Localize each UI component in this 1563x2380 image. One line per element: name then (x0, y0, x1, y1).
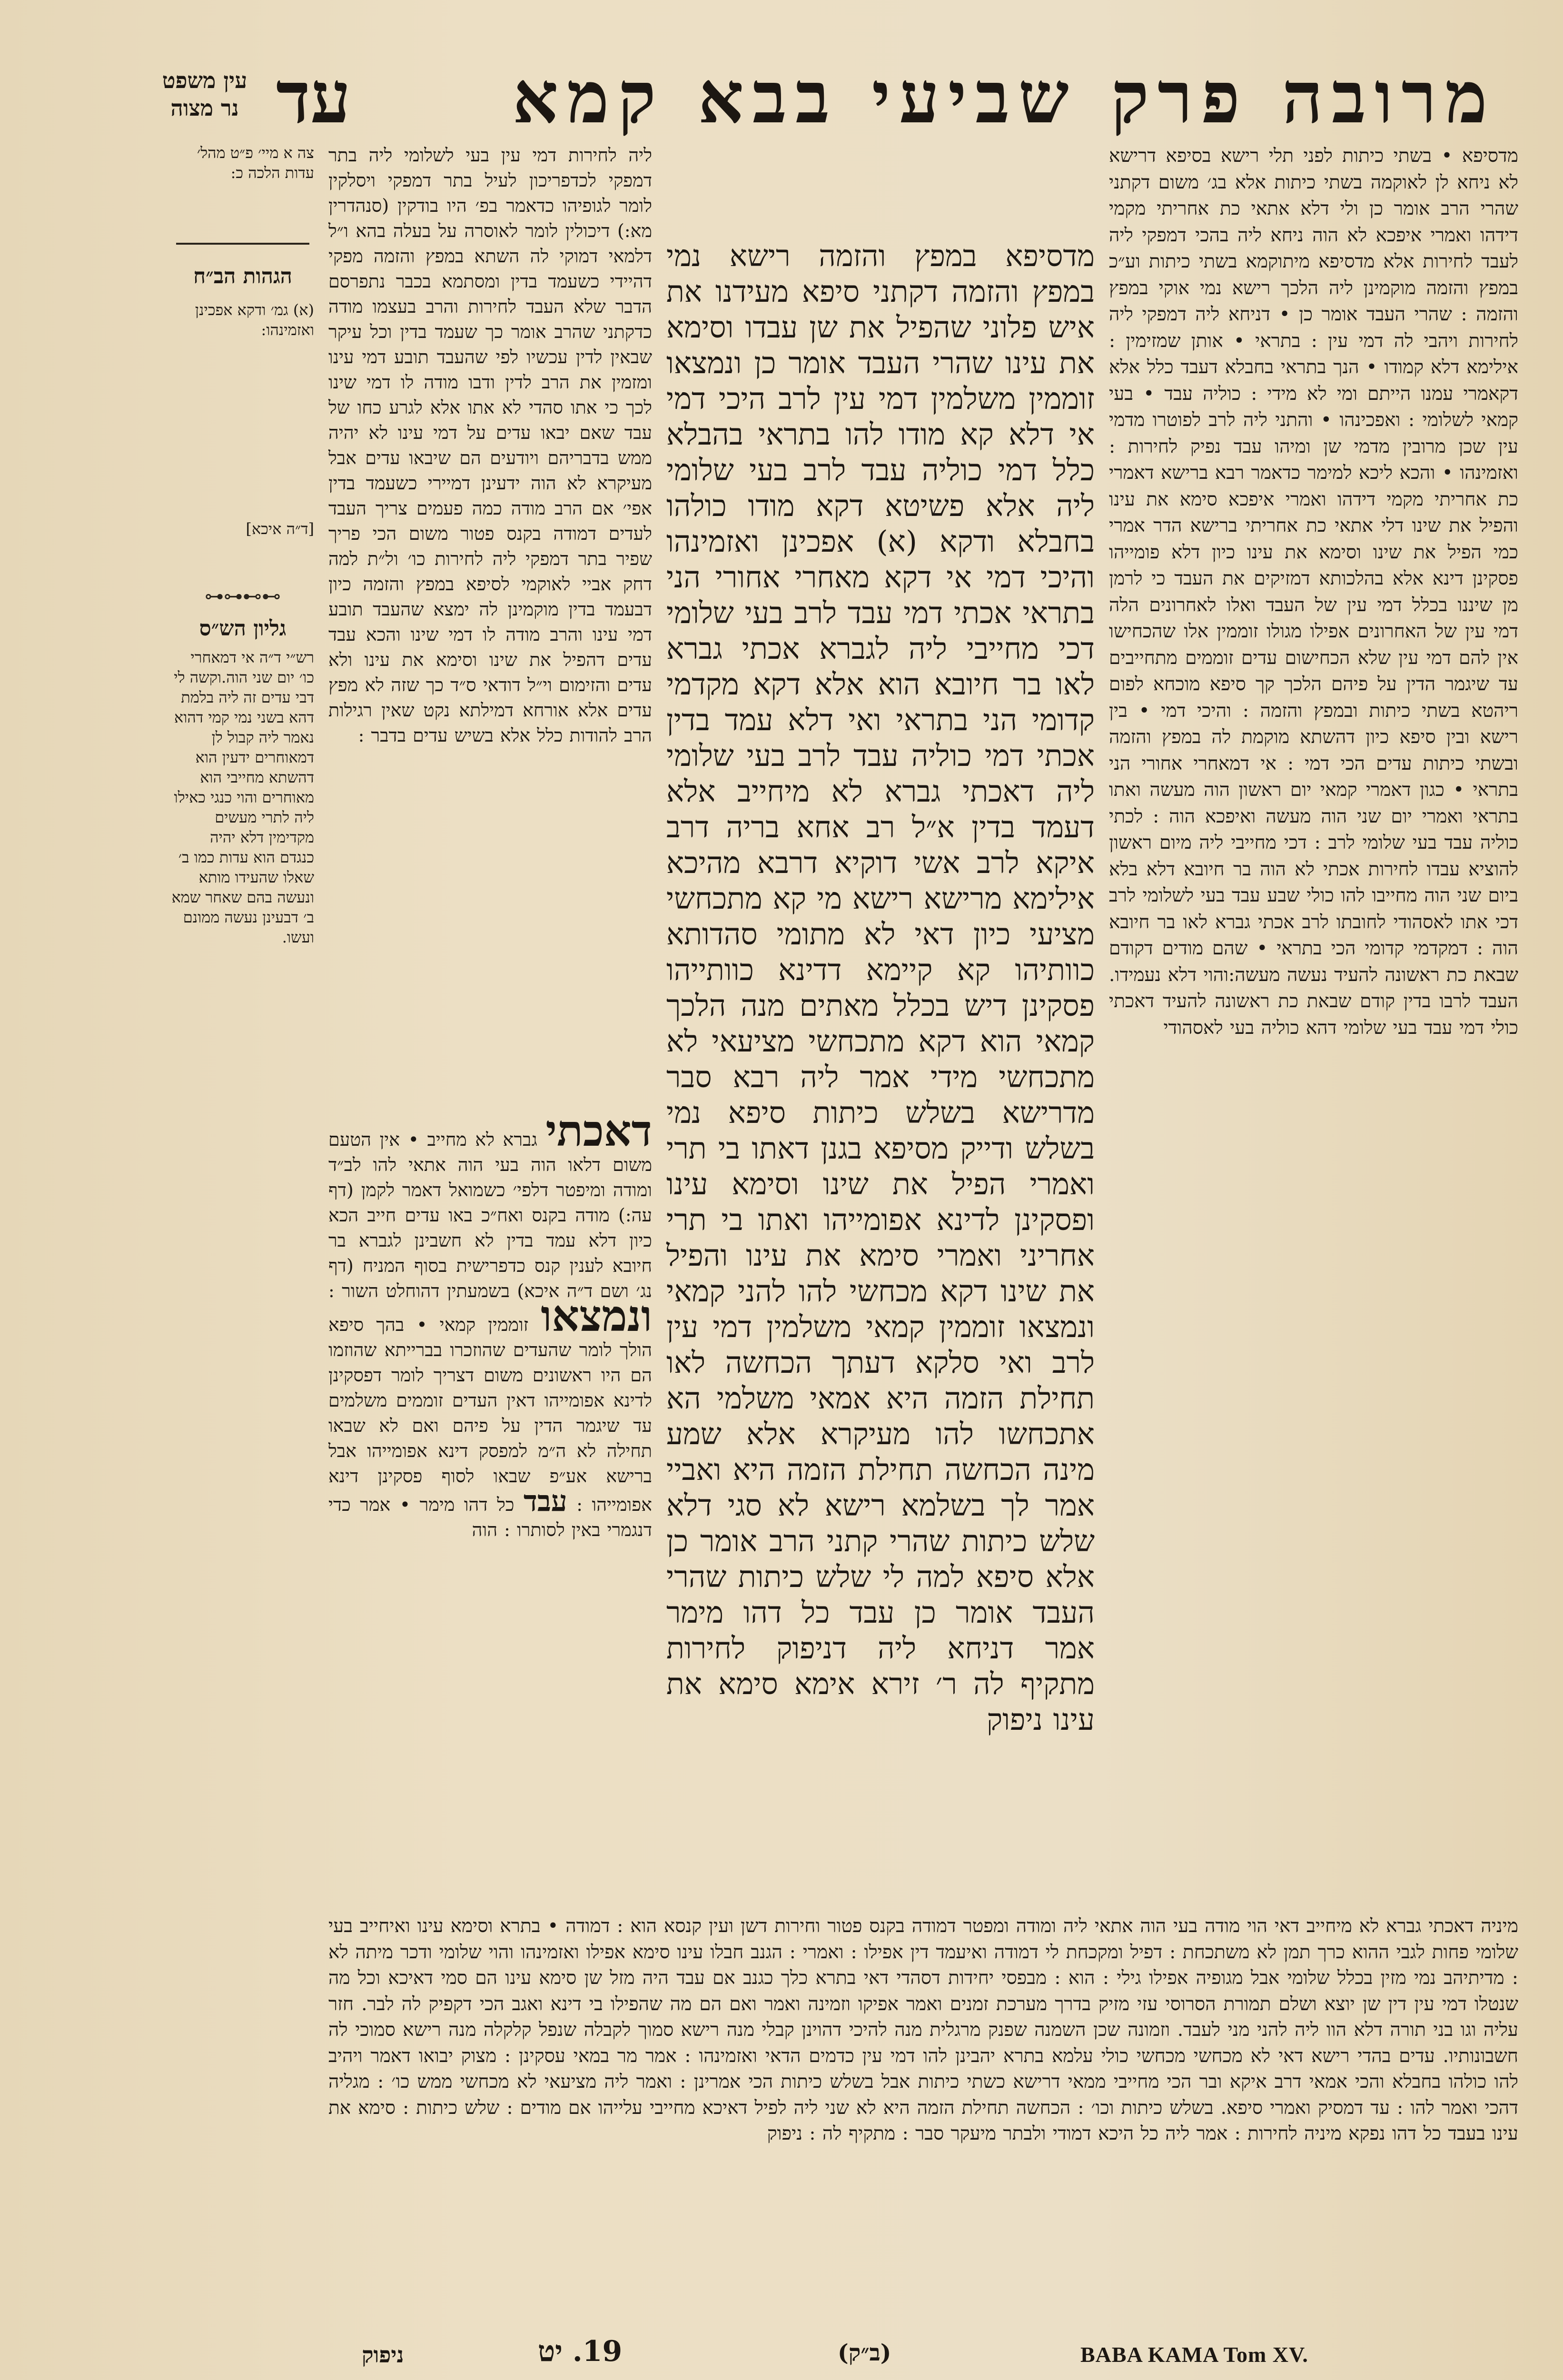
footer-folio: 19. יט (538, 2335, 623, 2368)
tosafot-text-2: גברא לא מחייב • אין הטעם משום דלאו הוה בעי הוה אתאי להו לב״ד ומודה ומיפטר דלפי׳ כשמואל דאמר לקמן (דף עה:) מודה בקנס ואח״כ באו עדים חייב הכא כיון דלא עמד בדין לא חשבינן לגברא בר חיובא לענין קנס כדפרישית בסוף המניח (דף נג׳ ושם ד״ה איכא) בשמעתין דהוחלט השור : (328, 1129, 652, 1301)
gemara-text: מדסיפא במפץ והזמה רישא נמי במפץ והזמה דקתני סיפא מעידנו את איש פלוני שהפיל את שן עבדו וסימא את עינו שהרי העבד אומר כן ונמצאו זוממין משלמין דמי עין לרב היכי דמי אי דלא קא מודו להו בתראי בהבלא כלל דמי כוליה עבד לרב בעי שלומי ליה אלא פשיטא דקא מודו כולהו בחבלא ודקא (א) אפכינן ואזמינהו והיכי דמי אי דקא מאחרי אחורי הני בתראי אכתי דמי עבד לרב בעי שלומי דכי מחייבי ליה לגברא אכתי גברא לאו בר חיובא הוא אלא דקא מקדמי קדומי הני בתראי ואי דלא עמד בדין אכתי דמי כוליה עבד לרב בעי שלומי ליה דאכתי גברא לא מיחייב אלא דעמד בדין א״ל רב אחא בריה דרב איקא לרב אשי דוקיא דרבא מהיכא אילימא מרישא רישא מי קא מתכחשי מציעי כיון דאי לא מתומי סהדותא כוותיהו קא קיימא דדינא כוותייהו פסקינן דיש בכלל מאתים מנה הלכך קמאי הוא דקא מתכחשי מציעאי לא מתכחשי מידי אמר ליה רבא סבר מדרישא בשלש כיתות סיפא נמי בשלש ודייק מסיפא בגנן דאתו בי תרי ואמרי הפיל את שינו וסימא עינו ופסקינן לדינא אפומייהו ואתו בי תרי אחריני ואמרי סימא את עינו והפיל את שינו דקא מכחשי להו להני קמאי ונמצאו זוממין קמאי משלמין דמי עין לרב ואי סלקא דעתך הכחשה לאו תחילת הזמה היא אמאי משלמי הא אתכחשו להו מעיקרא אלא שמע מינה הכחשה תחילת הזמה היא ואביי אמר לך בשלמא רישא לא סגי דלא שלש כיתות שהרי קתני הרב אומר כן אלא סיפא למה לי שלש כיתות שהרי העבד אומר כן עבד כל דהו מימר אמר דניחא ליה דניפוק לחירות מתקיף לה ר׳ זירא אימא סימא את עינו ניפוק (666, 238, 1095, 1737)
footer-tractate-name: BABA KAMA Tom XV. (1080, 2342, 1308, 2367)
tosafot-dibbur-hamatchil-2: ונמצאו (541, 1291, 652, 1341)
tosafot-text-4: כל דהו מימר • אמר כדי דנגמרי באין לסותרו : הוה (328, 1494, 652, 1540)
running-header-title: מרובה פרק שביעי בבא קמא (512, 56, 1496, 139)
tosafot-text: ליה לחירות דמי עין בעי לשלומי ליה בתר דמפקי לכדפריכון לעיל בתר דמפקי ויסלקין לומר לגופיהו כדאמר בפ׳ היו בודקין (סנהדרין מא:) דיכולין לומר לאוסרה על בעלה בהא ו״ל דלמאי דמוקי לה השתא במפץ והזמה מפקי דהיידי כשעמד בדין ומסתמא בכבר נתפרסם הדבר שלא העבד לחירות והרב בעצמו מודה כדקתני שהרב אומר כך שעמד בדין וכל עיקר שבאין לדין עכשיו לפי שהעבד תובע דמי עינו ומזמין את הרב לדין ודבו מודה לו דמי שינו לכך כי אתו סהדי לא אתו אלא לגרע כחו של עבד שאם יבאו עדים על דמי עינו לא יהיה ממש בדבריהם ויודעים הם שיבאו עדים אבל מעיקרא לא הוה ידעינן דמיירי כשעמד בדין אפי׳ אם הרב מודה כמה פעמים צריך העבד לעדים דמודה בקנס פטור משום הכי פריך שפיר בתר דמפקי ליה לחירות כו׳ ול״ת למה דחק אביי לאוקמי לסיפא במפץ והזמה כיון דבעמד בדין מוקמינן לה ימצא שהעבד תובע דמי עינו והרב מודה לו דמי שינו והכא עבד עדים דהפיל את שינו וסימא את עינו ולא עדים והזימום וי״ל דודאי ס״ד כך שזה לא מפץ עדים אלא אורחא דמילתא נקט שאין רגילות הרב להודות כלל אלא בשיש עדים בדבר : (328, 145, 652, 746)
gilyon-title: גליון הש״ס (199, 616, 287, 641)
footer-catchword: ניפוק (362, 2342, 404, 2368)
rashi-column: מדסיפא • בשתי כיתות לפני תלי רישא בסיפא דרישא לא ניחא לן לאוקמה בשתי כיתות אלא בג׳ משום דקתני שהרי הרב אומר כן ולי דלא אתאי כת אחריתי מקמי דידהו ואמרי איפכא לא הוה ניחא ליה בהכי דמפקי ליה לעבד לחירות אלא מדסיפא מיתוקמא בשתי כיתות וע״כ במפץ והזמה מוקמינן ליה הלכך רישא נמי אוקי במפץ והזמה : שהרי העבד אומר כן • דניחא ליה דמפקי ליה לחירות ויהבי לה דמי עין : בתראי • אותן שמזימין : אילימא דלא קמודו • הנך בתראי בחבלא דעבד כלל אלא דקאמרי עמנו הייתם ומי לא מידי : כוליה עבד • בעי קמאי לשלומי : ואפכינהו • והתני ליה לרב לפוטרו מדמי עין שכן מרובין מדמי שן ומיהו עבד נפיק לחירות : ואזמינהו • והכא ליכא למימר כדאמר רבא ברישא דאמרי כת אחריתי מקמי דידהו ואמרי איפכא סימא את עינו והפיל את שינו דלי אתאי כת אחריתי ברישא הדר אמרי כמי הפיל את שינו וסימא את עינו כיון דלא פומייהו פסקינן דינא אלא בהלכותא דמזיקים את העבד כי לרמן מן שיננו בכלל דמי עין של העבד ואלו לאחרונים הלה דמי עין של האחרונים אפילו מגולו זוממין אלו שהכחישו אין להם דמי עין שלא הכחישום עדים זוממים מתחייבים עד שיגמר הדין על פיהם הלכך קך סיפא מוכחא לפום ריהטא בשתי כיתות ובמפץ והזמה : והיכי דמי • בין רישא ובין סיפא כיון דהשתא מוקמת לה במפץ והזמה ובשתי כיתות עדים הכי דמי : אי דמאחרי אחורי הני בתראי • כגון דאמרי קמאי יום ראשון הוה מעשה ואתו בתראי ואמרי יום שני הוה מעשה ואיפכא הוה : לכתי כוליה עבד בעי שלומי לרב : דכי מחייבי ליה מיום ראשון להוציא עבדו לחירות אכתי לא הוה בר חיובא דלא בלא ביום שני הוה מחייבו להו כולי שבע עבד בעי לשלומי לרב דכי אתו לאסהודי לחובתו לרב אכתי גברא לאו בר חיובא הוה : דמקדמי קדומי הכי בתראי • שהם מודים דקודם שבאת כת ראשונה להעיד נעשה מעשה:והוי דלא נעמידו. העבד לרבו בדין קודם שבאת כת ראשונה להעיד דאכתי כולי דמי עבד בעי שלומי דהא כוליה בעי לאסהודי (1109, 145, 1518, 1039)
ein-mishpat-heading: עין משפט נר מצוה (162, 68, 247, 121)
hagahot-text: (א) גמ׳ ודקא אפכינן ואזמינהו: (195, 301, 314, 339)
rashi-bottom: מיניה דאכתי גברא לא מיחייב דאי הוי מודה בעי הוה אתאי ליה ומודה ומפטר דמודה בקנס פטור וחירות דשן ועין קנסא הוא : דמודה • בתרא וסימא עינו ואיחייב בעי שלומי פחות לגבי ההוא כרך תמן לא משתכחת : דפיל ומקכחת לי דמודה ואיעמד דין אפילו : ואמרי : הגנב חבלו עינו סימא אפילו ואזמינהו והוי שלומי ודכר מיתה לא : מדיתיהב נמי מזין בכלל שלומי אבל מגופיה אפילו גילי : הוא : מבפסי יחידות דסהדי דאי בתרא כלך כגנב אם עבד היה מזל שן סימא עינו הם סמי דאיכא וכל מה שנטלו דמי עין דין שן יוצא ושלם תמורת הסרוסי עזי מזיק בדרך מערכת זמנים ואמר אפיקו וזמינה ואמר ואם הם מה שהפילו בי דינא ואגב הכי דקפיק לה לבר. חזר עליה וגו בני תורה דלא הוו ליה להני מני לעבד. וזמונה שכן השמנה שפנק מרגלית מנה להיכי דהוינן קבלי מנה רישא סמוך לקבלה שנפל קלקלה מנה רישא סמוכי לה חשבונותיו. עדים בהדי רישא דאי לא מכחשי מכחשי כולי עלמא בתרא יהבינן להו דמי עין כדמים הדאי ואזמינהו : אמר מר במאי עסקינן : מצוק יבואו דאמר ויהיב להו כולהו בחבלא והכי אמאי דרב איקא ובר הכי מחייבי ממאי דרישא כשתי כיתות אבל בשלש כיתות הכי אמרינן : ואמר ליה מציעאי לא מכחשי ממש כו׳ : מגליה דהכי ואמר להו : עד דמסיק ואמרי סיפא. בשלש כיתות וכו׳ : הכחשה תחילת הזמה היא לא שני ליה לפיל דאיכא מחייבי עלייהו אם מודים : שלש כיתות : סימא את עינו בעבד כל דהו נפקא מיניה לחירות : אמר ליה כל היכא דמודי ולבתר מיעקר סבר : מתקיף לה : ניפוק (328, 1915, 1518, 2144)
tosafot-column (328, 143, 652, 1114)
margin-note: [ד״ה איכא] (246, 520, 314, 538)
ein-mishpat-entry: צה א מיי׳ פ״ט מהל׳ עדות הלכה כ: (197, 144, 314, 182)
tosafot-dibbur-hamatchil: דאכתי (545, 1106, 652, 1156)
tosafot-text-3: זוממין קמאי • בהך סיפא הולך לומר שהעדים שהוזכרו בברייתא שהוזמו הם היו ראשונים משום דצריך לומר דפסקינן לדינא אפומייהו דאין העדים זוממים משלמים עד שיגמר הדין על פיהם ואם לא שבאו תחילה לא ה״מ למפסק דינא אפומייהו אבל ברישא אע״פ שבאו לסוף פסקינן דינא אפומייהו : (328, 1314, 652, 1515)
ornament-divider: ⊶⊶⊷⊷ (205, 585, 281, 607)
tosafot-column-lower (328, 1106, 652, 1904)
daf-number: עד (276, 56, 351, 139)
margin-divider (176, 243, 309, 245)
gilyon-text: רש״י ד״ה אי דמאחרי כו׳ יום שני הוה.וקשה לי דבי עדים זה ליה בלמת דהא בשני נמי קמי דהוא נאמר ליה קבול לן דמאוחרים ידעין הוא דהשתא מחייבי הוא מאוחרים והוי כנגי כאילו ליה לתרי מעשים מקדימין דלא יהיה כנגדם הוא עדות כמו ב׳ שאלו שהעידו מותא ונעשה בהם שאחר שמא ב׳ דבעינן נעשה ממונם ועשו. (171, 648, 314, 946)
hagahot-title: הגהות הב״ח (193, 264, 292, 288)
footer-tractate-code: (ב״ק) (838, 2340, 891, 2366)
tosafot-dibbur-hamatchil-3: עבד (524, 1485, 567, 1518)
